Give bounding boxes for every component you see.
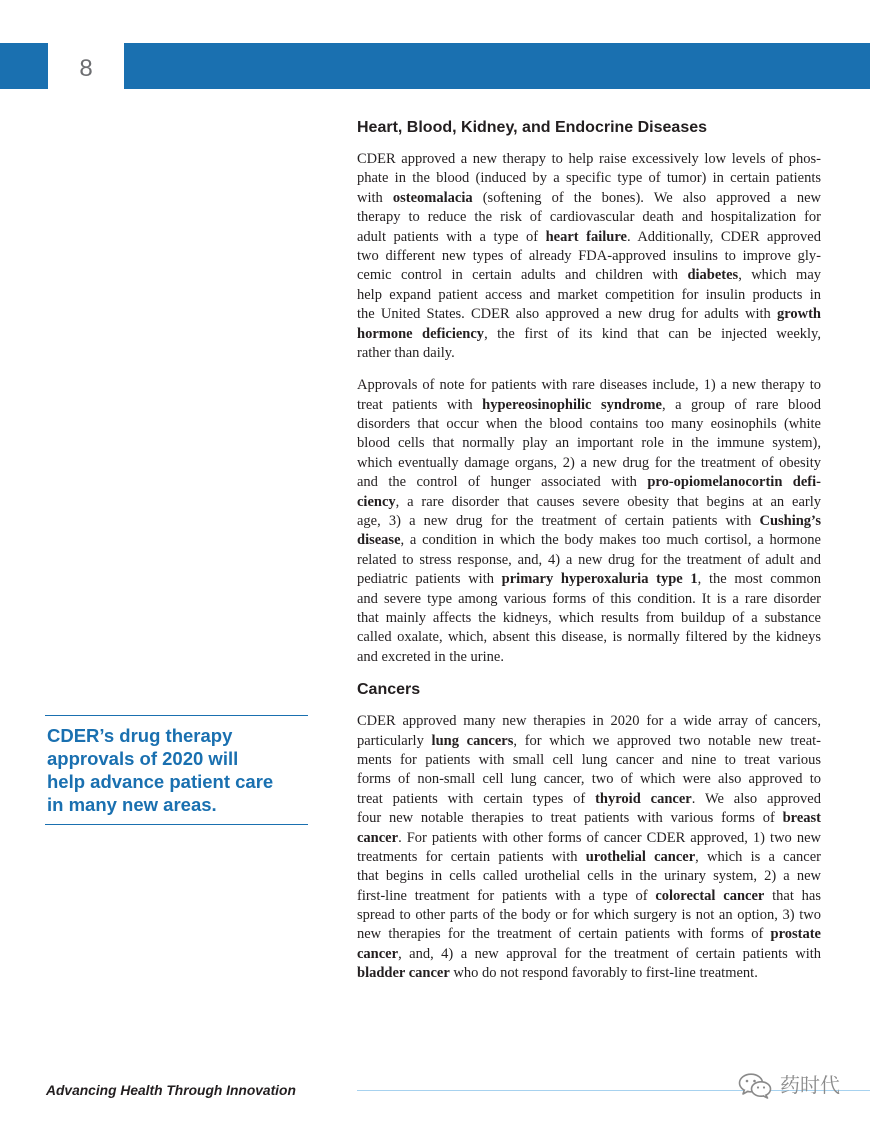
text-line [357,732,821,751]
text-run: , a group of rare blood [661,396,821,413]
text-run: therapy to reduce the risk of cardiovascular death and hospitalization for [357,209,821,226]
text-run: pediatric patients with [357,571,502,588]
text-run: (softening of the bones). We also approved a new [472,189,822,206]
text-run: , which is a cancer [695,848,821,865]
bold-term: urothelial cancer [585,848,696,865]
text-line [357,266,821,285]
text-run: help expand patient access and market competition for insulin products in [357,286,821,303]
text-run: rather than daily. [357,344,455,361]
text-line [357,434,821,453]
body-paragraph [357,712,821,983]
text-line [357,150,821,169]
text-line [357,169,821,188]
bold-term: growth [776,306,821,323]
text-run: , and, 4) a new approval for the treatment of certain patients with [398,945,821,962]
text-run: , a rare disorder that causes severe obesity that begins at an early [395,493,821,510]
bold-term: lung cancers [431,732,514,749]
text-line [357,609,821,628]
text-run: , for which we approved two notable new treat- [513,732,821,749]
text-line [357,712,821,731]
text-run: forms of non-small cell lung cancer, two of which were also approved to [357,771,821,788]
bold-term: cancer [357,945,399,962]
text-line [357,770,821,789]
footer-title: Advancing Health Through Innovation [46,1083,296,1098]
text-line [357,829,821,848]
main-column [357,118,821,997]
text-run: that mainly affects the kidneys, which results from buildup of a substance [357,609,821,626]
text-run: treatments for certain patients with [357,848,586,865]
text-line [357,325,821,344]
bold-term: bladder cancer [357,965,450,982]
bold-term: thyroid cancer [595,790,692,807]
text-run: , the first of its kind that can be injected weekly, [484,325,821,342]
text-run: and excreted in the urine. [357,648,504,665]
text-run: spread to other parts of the body or for which surgery is not an option, 3) two [357,907,821,924]
text-run: related to stress response, and, 4) a new drug for the treatment of adult and [357,551,821,568]
text-run: adult patients with a type of [357,228,546,245]
header-banner-left-block [0,43,48,89]
text-run: and severe type among various forms of this condition. It is a rare disorder [357,590,821,607]
text-run: two different new types of already FDA-approved insulins to improve gly- [357,247,821,264]
text-line [357,848,821,867]
text-line [357,531,821,550]
text-line [357,590,821,609]
watermark-text: 药时代 [780,1073,840,1097]
text-line [357,286,821,305]
text-line [357,415,821,434]
text-line [357,189,821,208]
text-run: called oxalate, which, absent this disease, is normally filtered by the kidneys [357,629,821,646]
text-run: . Additionally, CDER approved [626,228,821,245]
text-run: the United States. CDER also approved a new drug for adults with [357,306,777,323]
text-line [357,512,821,531]
section-heading: Cancers [357,681,421,699]
bold-term: osteomalacia [392,189,473,206]
bold-term: prostate [770,926,821,943]
page-number: 8 [79,55,93,82]
bold-term: disease [357,532,401,549]
text-line [357,867,821,886]
bold-term: Cushing’s [759,513,821,530]
text-run: . For patients with other forms of cancer CDER approved, 1) two new [398,829,821,846]
text-line [357,809,821,828]
bold-term: ciency [357,493,396,510]
text-run: , the most common [697,571,821,588]
text-run: disorders that occur when the blood contains too many eosinophils (white [357,416,821,433]
pull-quote-line: help advance patient care [47,771,274,792]
text-run: , a condition in which the body makes too much cortisol, a hormone [400,532,821,549]
text-run: first-line treatment for patients with a type of [357,887,656,904]
text-line [357,790,821,809]
text-run: with [357,189,393,206]
bold-term: primary hyperoxaluria type 1 [501,571,698,588]
text-run: that has [764,887,821,904]
text-line [357,570,821,589]
section-heading: Heart, Blood, Kidney, and Endocrine Diseases [357,119,708,136]
text-line [357,628,821,647]
text-run: age, 3) a new drug for the treatment of certain patients with [357,513,760,530]
header-banner-bar [124,43,870,89]
bold-term: diabetes [687,267,739,284]
text-line [357,964,821,983]
text-line [357,396,821,415]
text-line [357,648,821,667]
bold-term: heart failure [545,228,627,245]
text-line [357,376,821,395]
text-line [357,247,821,266]
text-line [357,473,821,492]
body-paragraph [357,376,821,667]
text-run: cemic control in certain adults and children with [357,267,688,284]
text-line [357,551,821,570]
pull-quote [45,715,308,825]
text-run: . We also approved [691,790,821,807]
bold-term: colorectal cancer [655,887,765,904]
article-section [357,118,821,667]
text-run: treat patients with certain types of [357,790,596,807]
text-run: CDER approved many new therapies in 2020 for a wide array of cancers, [357,713,821,730]
wechat-icon [738,1073,772,1099]
text-line [357,925,821,944]
text-run: four new notable therapies to treat patients with various forms of [357,810,783,827]
text-line [357,906,821,925]
text-line [357,228,821,247]
bold-term: cancer [357,829,399,846]
text-line [357,945,821,964]
text-line [357,493,821,512]
text-run: new therapies for the treatment of certain patients with forms of [357,926,771,943]
text-run: Approvals of note for patients with rare diseases include, 1) a new therapy to [357,377,821,394]
text-run: ments for patients with small cell lung cancer and nine to treat various [357,751,821,768]
text-run: treat patients with [357,396,483,413]
pull-quote-line: in many new areas. [47,794,217,815]
text-line [357,751,821,770]
text-run: which eventually damage organs, 2) a new drug for the treatment of obesity [357,454,821,471]
bold-term: pro-opiomelanocortin defi- [647,474,821,491]
text-line [357,344,821,363]
text-run: particularly [357,732,432,749]
text-run: , which may [738,267,822,284]
article-section [357,680,821,983]
body-paragraph [357,150,821,363]
text-run: blood cells that normally play an important role in the immune system), [357,435,821,452]
text-run: who do not respond favorably to first-line treatment. [449,965,758,982]
text-run: and the control of hunger associated with [357,474,648,491]
text-line [357,208,821,227]
pull-quote-line: approvals of 2020 will [47,748,239,769]
text-line [357,887,821,906]
bold-term: hypereosinophilic syndrome [482,396,662,413]
text-line [357,305,821,324]
text-line [357,454,821,473]
text-run: CDER approved a new therapy to help raise excessively low levels of phos- [357,151,821,167]
pull-quote-line: CDER’s drug therapy [47,725,233,746]
text-run: phate in the blood (induced by a specific type of tumor) in certain patients [357,170,821,187]
bold-term: breast [782,810,821,827]
text-run: that begins in cells called urothelial cells in the urinary system, 2) a new [357,868,821,885]
bold-term: hormone deficiency [357,325,485,342]
